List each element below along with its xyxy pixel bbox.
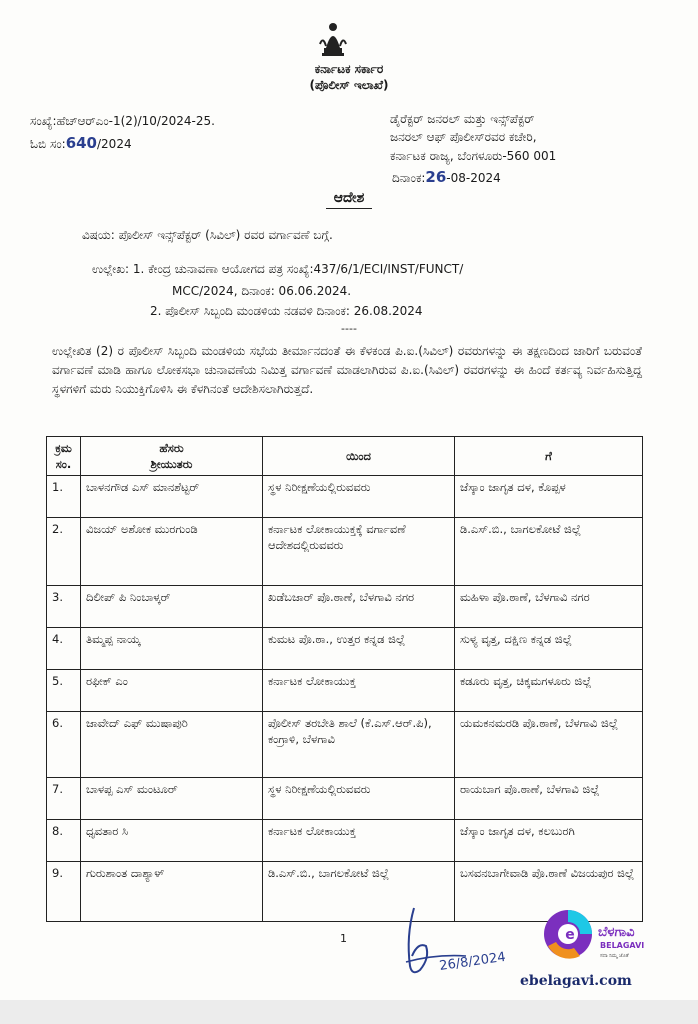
cell-name: ಬಾಳಪ್ಪ ಎಸ್ ಮಂಟೂರ್ <box>81 778 263 820</box>
bottom-margin <box>0 1000 698 1024</box>
cell-to: ಯಮಕನಮರಡಿ ಪೊ.ಠಾಣೆ, ಬೆಳಗಾವಿ ಜಿಲ್ಲೆ <box>455 712 643 778</box>
cell-name: ತಿಮ್ಮಪ್ಪ ನಾಯ್ಕ <box>81 628 263 670</box>
cell-serial: 4. <box>47 628 81 670</box>
cell-from: ಕರ್ನಾಟಕ ಲೋಕಾಯುಕ್ತಕ್ಕೆ ವರ್ಗಾವಣೆ ಆದೇಶದಲ್ಲಿರುವವರು <box>263 518 455 586</box>
header-from: ಯಿಂದ <box>263 437 455 476</box>
cell-to: ರಾಯಬಾಗ ಪೊ.ಠಾಣೆ, ಬೆಳಗಾವಿ ಜಿಲ್ಲೆ <box>455 778 643 820</box>
cell-name: ವಿಜಯ್ ಅಶೋಕ ಮುರಗುಂಡಿ <box>81 518 263 586</box>
cell-serial: 2. <box>47 518 81 586</box>
table-row <box>47 712 643 778</box>
table-row <box>47 820 643 862</box>
logo-brand-kannada: ಬೆಳಗಾವಿ <box>598 925 635 940</box>
logo-brand-english: BELAGAVI <box>600 941 645 950</box>
table-row <box>47 670 643 712</box>
cell-to: ಜೆಸ್ಕಾಂ ಜಾಗೃತ ದಳ, ಕೊಪ್ಪಳ <box>455 476 643 518</box>
cell-from: ಸ್ಥಳ ನಿರೀಕ್ಷಣೆಯಲ್ಲಿರುವವರು <box>263 778 455 820</box>
ob-number-handwritten: 640 <box>65 134 97 152</box>
cell-from: ಸ್ಥಳ ನಿರೀಕ್ಷಣೆಯಲ್ಲಿರುವವರು <box>263 476 455 518</box>
office-address-line2: ಜನರಲ್ ಆಫ್ ಪೊಲೀಸ್‌ರವರ ಕಚೇರಿ, <box>390 130 537 144</box>
order-paragraph: ಉಲ್ಲೇಖಿತ (2) ರ ಪೊಲೀಸ್ ಸಿಬ್ಬಂದಿ ಮಂಡಳಿಯ ಸಭೆಯ ತೀರ್ಮಾನದಂತೆ ಈ ಕೆಳಕಂಡ ಪಿ.ಐ.(ಸಿವಿಲ್) ರವರುಗಳನ್ನು ಈ ತಕ್ಷಣದಿಂದ ಜಾರಿಗೆ ಬರುವಂತೆ ವರ್ಗಾವಣೆ ಮಾಡಿ ಹಾಗೂ ಲೋಕಸಭಾ ಚುನಾವಣೆಯ ನಿಮಿತ್ತ ವರ್ಗಾವಣೆ ಮಾಡಲಾಗಿರುವ ಪಿ.ಐ.(ಸಿವಿಲ್) ರವರಗಳನ್ನು ಈ ಹಿಂದೆ ಕರ್ತವ್ಯ ನಿರ್ವಹಿಸುತ್ತಿದ್ದ ಸ್ಥಳಗಳಿಗೆ ಮರು ನಿಯುಕ್ತಿಗೊಳಿಸಿ ಈ ಕೆಳಗಿನಂತೆ ಆದೇಶಿಸಲಾಗಿರುತ್ತದೆ. <box>52 344 642 396</box>
header-serial: ಕ್ರಮ ಸಂ. <box>47 437 81 476</box>
cell-name: ಧೃವತಾರ ಸಿ <box>81 820 263 862</box>
ob-number-line <box>30 134 132 152</box>
reference-1-line1: ಉಲ್ಲೇಖ: 1. ಕೇಂದ್ರ ಚುನಾವಣಾ ಆಯೋಗದ ಪತ್ರ ಸಂಖ್ಯೆ:437/6/1/ECI/INST/FUNCT/ <box>92 262 464 276</box>
table-row <box>47 628 643 670</box>
cell-from: ಡಿ.ಎಸ್.ಬಿ., ಬಾಗಲಕೋಟೆ ಜಿಲ್ಲೆ <box>263 862 455 922</box>
cell-name: ದಿಲೀಪ್ ಪಿ ನಿಂಬಾಳ್ಕರ್ <box>81 586 263 628</box>
cell-from: ಕುಮಟ ಪೊ.ಠಾ., ಉತ್ತರ ಕನ್ನಡ ಜಿಲ್ಲೆ <box>263 628 455 670</box>
cell-to: ಸುಳ್ಯ ವೃತ್ತ, ದಕ್ಷಿಣ ಕನ್ನಡ ಜಿಲ್ಲೆ <box>455 628 643 670</box>
svg-text:e: e <box>565 927 575 943</box>
cell-from: ಖಡೆಬಜಾರ್ ಪೊ.ಠಾಣೆ, ಬೆಳಗಾವಿ ನಗರ <box>263 586 455 628</box>
office-address-line3: ಕರ್ನಾಟಕ ರಾಜ್ಯ, ಬೆಂಗಳೂರು-560 001 <box>390 149 557 163</box>
cell-name: ಗುರುಶಾಂತ ದಾಶ್ಯಾಳ್ <box>81 862 263 922</box>
cell-to: ಡಿ.ಎಸ್.ಬಿ., ಬಾಗಲಕೋಟೆ ಜಿಲ್ಲೆ <box>455 518 643 586</box>
cell-serial: 6. <box>47 712 81 778</box>
government-name: ಕರ್ನಾಟಕ ಸರ್ಕಾರ <box>314 62 384 76</box>
reference-2: 2. ಪೊಲೀಸ್ ಸಿಬ್ಬಂದಿ ಮಂಡಳಿಯ ನಡವಳಿ ದಿನಾಂಕ: 26.08.2024 <box>150 304 423 318</box>
reference-number: ಸಂಖ್ಯೆ:ಹೆಚ್‌ಆರ್‌ಎಂ-1(2)/10/2024-25. <box>30 114 215 128</box>
cell-serial: 3. <box>47 586 81 628</box>
order-date <box>392 168 501 186</box>
separator-dashes: ---- <box>341 322 357 335</box>
order-subject: ವಿಷಯ: ಪೊಲೀಸ್ ಇನ್ಸ್‌ಪೆಕ್ಟರ್ (ಸಿವಿಲ್) ರವರ ವರ್ಗಾವಣೆ ಬಗ್ಗೆ. <box>82 228 333 242</box>
title-underline <box>326 208 372 209</box>
table-row <box>47 518 643 586</box>
date-rest: -08-2024 <box>446 171 501 185</box>
department-name: (ಪೊಲೀಸ್ ಇಲಾಖೆ) <box>309 78 389 92</box>
cell-to: ಕಡೂರು ವೃತ್ತ, ಚಿಕ್ಕಮಗಳೂರು ಜಿಲ್ಲೆ <box>455 670 643 712</box>
cell-to: ಜೆಸ್ಕಾಂ ಜಾಗೃತ ದಳ, ಕಲಬುರಗಿ <box>455 820 643 862</box>
header-name: ಹೆಸರು ಶ್ರೀಯುತರು <box>81 437 263 476</box>
page-number: 1 <box>340 932 347 945</box>
table-row <box>47 778 643 820</box>
transfer-table <box>46 436 643 922</box>
cell-name: ಜಾವೇದ್ ಎಫ್ ಮುಷಾಪುರಿ <box>81 712 263 778</box>
ebelagavi-logo-icon <box>540 894 670 984</box>
header-to: ಗೆ <box>455 437 643 476</box>
date-prefix: ದಿನಾಂಕ: <box>392 171 426 185</box>
cell-serial: 9. <box>47 862 81 922</box>
state-emblem-icon <box>316 18 350 58</box>
logo-tagline: ಸದಾ ನಿಮ್ಮ ಜೊತೆ <box>600 953 629 959</box>
cell-from: ಕರ್ನಾಟಕ ಲೋಕಾಯುಕ್ತ <box>263 820 455 862</box>
cell-serial: 1. <box>47 476 81 518</box>
cell-serial: 8. <box>47 820 81 862</box>
cell-serial: 5. <box>47 670 81 712</box>
ob-prefix: ಓಬಿ ಸಂ: <box>30 137 66 151</box>
reference-1-line2: MCC/2024, ದಿನಾಂಕ: 06.06.2024. <box>172 284 352 298</box>
cell-from: ಪೊಲೀಸ್ ತರಬೇತಿ ಶಾಲೆ (ಕೆ.ಎಸ್.ಆರ್.ಪಿ), ಕಂಗ್ರಾಳಿ, ಬೆಳಗಾವಿ <box>263 712 455 778</box>
cell-name: ಬಾಳನಗೌಡ ಎಸ್ ಮಾನಶೆಟ್ಟರ್ <box>81 476 263 518</box>
cell-from: ಕರ್ನಾಟಕ ಲೋಕಾಯುಕ್ತ <box>263 670 455 712</box>
table-header-row <box>47 437 643 476</box>
date-day-handwritten: 26 <box>425 168 447 186</box>
cell-serial: 7. <box>47 778 81 820</box>
table-row <box>47 476 643 518</box>
table-row <box>47 586 643 628</box>
signature-icon <box>396 896 526 986</box>
ob-suffix: /2024 <box>97 137 132 151</box>
office-address-line1: ಡೈರೆಕ್ಟರ್ ಜನರಲ್ ಮತ್ತು ಇನ್ಸ್‌ಪೆಕ್ಟರ್ <box>390 112 535 126</box>
website-watermark: ebelagavi.com <box>520 973 632 989</box>
cell-to: ಮಹಿಳಾ ಪೊ.ಠಾಣೆ, ಬೆಳಗಾವಿ ನಗರ <box>455 586 643 628</box>
cell-name: ರಫೀಕ್ ಎಂ <box>81 670 263 712</box>
cell-to: ಬಸವನಬಾಗೇವಾಡಿ ಪೊ.ಠಾಣೆ ವಿಜಯಪುರ ಜಿಲ್ಲೆ <box>455 862 643 922</box>
order-title: ಆದೇಶ <box>333 190 365 206</box>
signature-date: 26/8/2024 <box>438 949 507 974</box>
